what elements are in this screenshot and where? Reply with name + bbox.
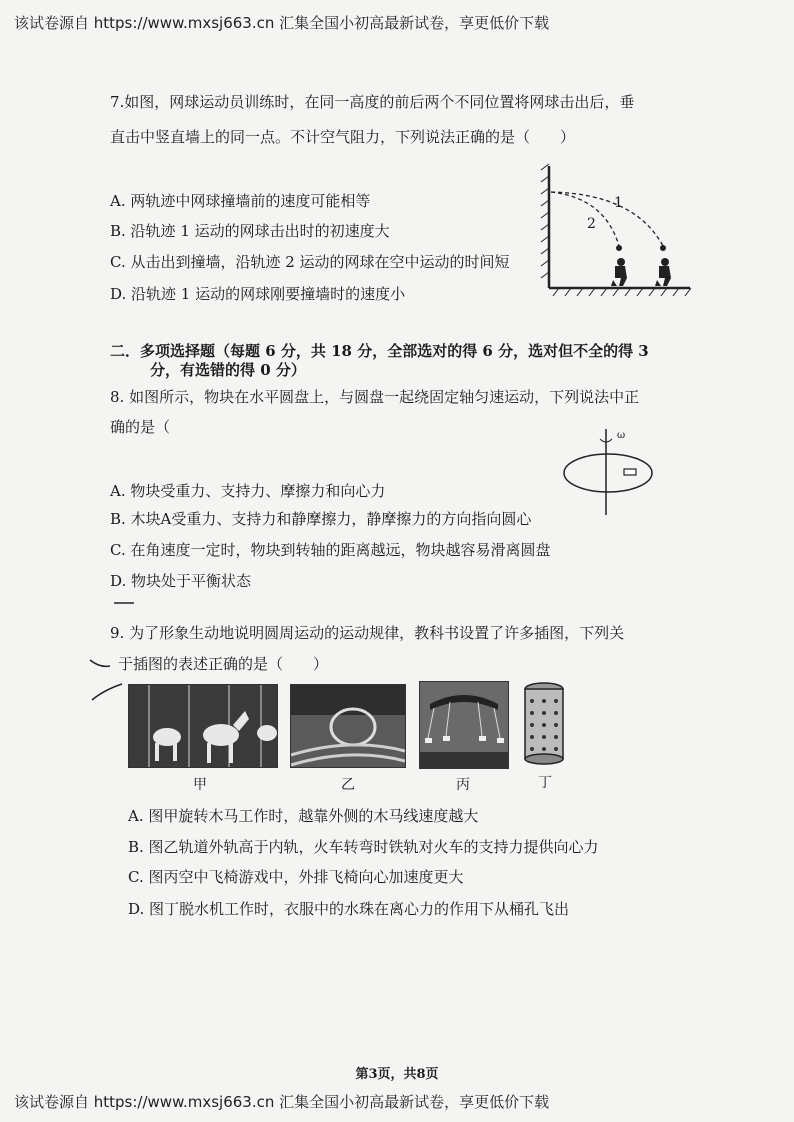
- caption-bing: 丙: [456, 777, 470, 793]
- flying-chairs-photo: [419, 681, 509, 769]
- q7-option-b: B. 沿轨迹 1 运动的网球击出时的初速度大: [110, 222, 390, 240]
- omega-label: ω: [617, 430, 626, 441]
- tennis-trajectory-figure: [535, 160, 695, 300]
- q9-option-d: D. 图丁脱水机工作时，衣服中的水珠在离心力的作用下从桶孔飞出: [128, 900, 570, 918]
- q9-stem-line2: 于插图的表述正确的是（ ）: [118, 655, 329, 673]
- q8-option-d: D. 物块处于平衡状态: [110, 572, 252, 590]
- page-number: 第3页，共8页: [355, 1067, 439, 1082]
- pen-dash-mark: [112, 600, 136, 606]
- section-2-header-line2: 分，有选错的得 0 分）: [150, 361, 306, 379]
- source-banner-bottom: 该试卷源自 https://www.mxsj663.cn 汇集全国小初高最新试卷，享更低价下载: [14, 1093, 550, 1111]
- q9-option-a: A. 图甲旋转木马工作时，越靠外侧的木马线速度越大: [128, 807, 479, 825]
- railway-curve-photo: [290, 684, 406, 768]
- q8-stem-line1: 8. 如图所示，物块在水平圆盘上，与圆盘一起绕固定轴匀速运动，下列说法中正: [110, 388, 640, 406]
- q8-stem-line2: 确的是（: [110, 418, 171, 436]
- trajectory-2-label: 2: [587, 216, 596, 232]
- source-banner-top: 该试卷源自 https://www.mxsj663.cn 汇集全国小初高最新试卷，享更低价下载: [14, 14, 550, 32]
- q8-option-b: B. 木块A受重力、支持力和静摩擦力，静摩擦力的方向指向圆心: [110, 510, 532, 528]
- caption-ding: 丁: [538, 775, 552, 791]
- handwritten-check-mark: [86, 656, 126, 704]
- q7-option-d: D. 沿轨迹 1 运动的网球刚要撞墙时的速度小: [110, 285, 406, 303]
- q9-option-b: B. 图乙轨道外轨高于内轨，火车转弯时铁轨对火车的支持力提供向心力: [128, 838, 599, 856]
- q7-option-a: A. 两轨迹中网球撞墙前的速度可能相等: [110, 192, 371, 210]
- caption-jia: 甲: [193, 777, 207, 793]
- q7-stem-line1: 7.如图，网球运动员训练时，在同一高度的前后两个不同位置将网球击出后，垂: [110, 93, 635, 111]
- spin-dryer-drum-photo: [522, 681, 567, 767]
- q7-stem-line2: 直击中竖直墙上的同一点。不计空气阻力，下列说法正确的是（ ）: [110, 128, 576, 146]
- q7-option-c: C. 从击出到撞墙，沿轨迹 2 运动的网球在空中运动的时间短: [110, 253, 510, 271]
- trajectory-1-label: 1: [614, 195, 623, 211]
- q9-stem-line1: 9. 为了形象生动地说明圆周运动的运动规律，教科书设置了许多插图，下列关: [110, 624, 625, 642]
- section-2-header-line1: 二．多项选择题（每题 6 分，共 18 分，全部选对的得 6 分，选对但不全的得 3: [110, 342, 649, 360]
- q8-option-a: A. 物块受重力、支持力、摩擦力和向心力: [110, 482, 386, 500]
- carousel-photo: [128, 684, 278, 768]
- q9-option-c: C. 图丙空中飞椅游戏中，外排飞椅向心加速度更大: [128, 868, 464, 886]
- rotating-disk-figure: [560, 425, 660, 517]
- caption-yi: 乙: [341, 777, 355, 793]
- q8-option-c: C. 在角速度一定时，物块到转轴的距离越远，物块越容易滑离圆盘: [110, 541, 551, 559]
